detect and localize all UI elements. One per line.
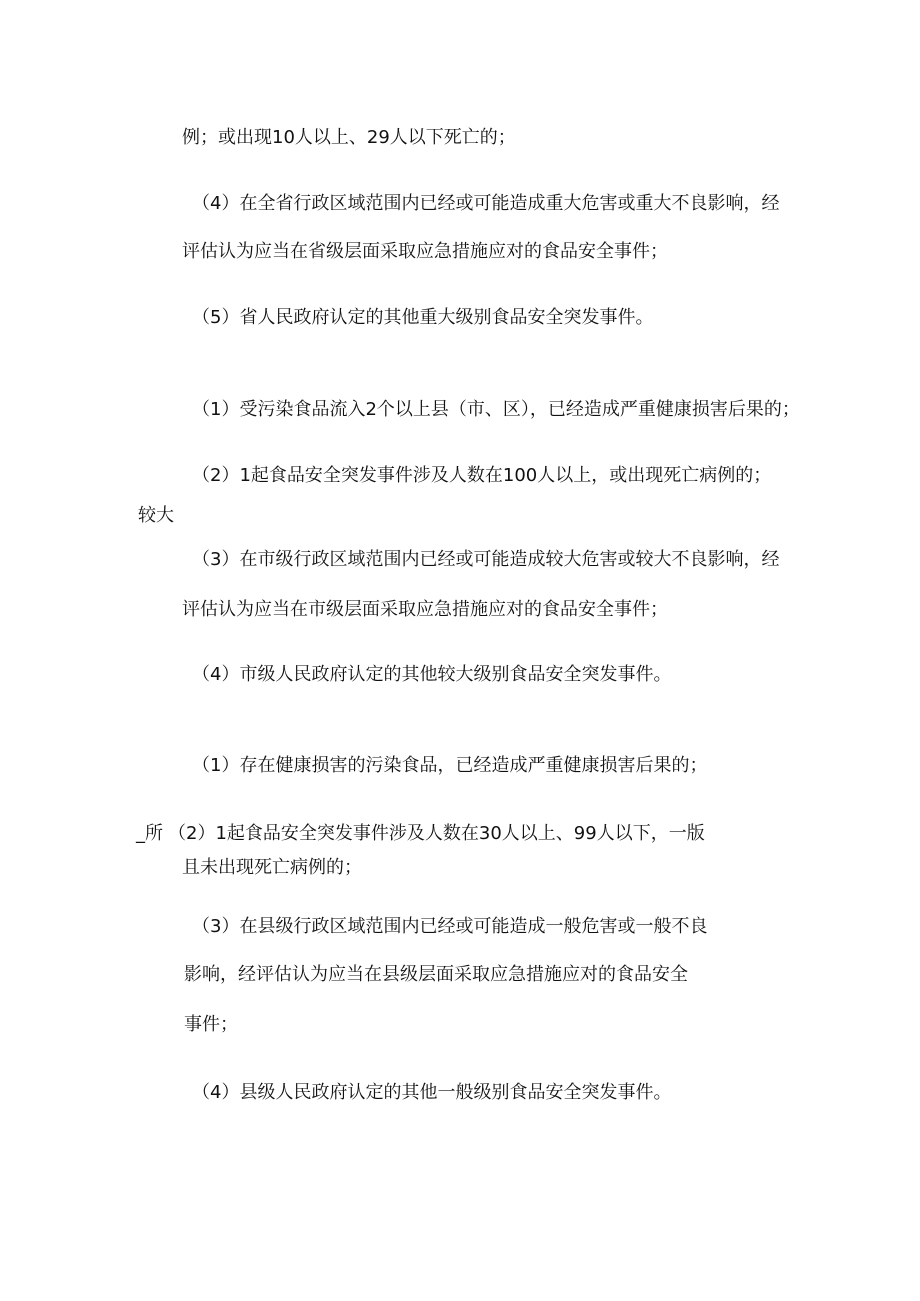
text-line: （3）在市级行政区域范围内已经或可能造成较大危害或较大不良影响，经 [192,549,780,570]
text-line: （2）1起食品安全突发事件涉及人数在100人以上，或出现死亡病例的； [192,465,772,486]
text-line: （4）县级人民政府认定的其他一般级别食品安全突发事件。 [192,1082,672,1103]
text-line: （4）市级人民政府认定的其他较大级别食品安全突发事件。 [192,664,672,685]
text-line: （1）受污染食品流入2个以上县（市、区），已经造成严重健康损害后果的； [192,399,800,420]
level-label: _所 [136,823,163,844]
text-line: 影响，经评估认为应当在县级层面采取应急措施应对的食品安全 [184,964,688,985]
text-line: 事件； [184,1014,238,1035]
text-line: 且未出现死亡病例的； [182,857,362,878]
text-line: （5）省人民政府认定的其他重大级别食品安全突发事件。 [192,307,654,328]
text-line: （1）存在健康损害的污染食品，已经造成严重健康损害后果的； [192,755,708,776]
text-line: （4）在全省行政区域范围内已经或可能造成重大危害或重大不良影响，经 [192,193,780,214]
text-line: 评估认为应当在市级层面采取应急措施应对的食品安全事件； [182,599,668,620]
text-line: （2）1起食品安全突发事件涉及人数在30人以上、99人以下，一版 [168,823,705,844]
text-line: 评估认为应当在省级层面采取应急措施应对的食品安全事件； [182,241,668,262]
level-label: 较大 [138,505,174,526]
text-line: 例；或出现10人以上、29人以下死亡的； [182,127,516,148]
text-line: （3）在县级行政区域范围内已经或可能造成一般危害或一般不良 [192,916,708,937]
